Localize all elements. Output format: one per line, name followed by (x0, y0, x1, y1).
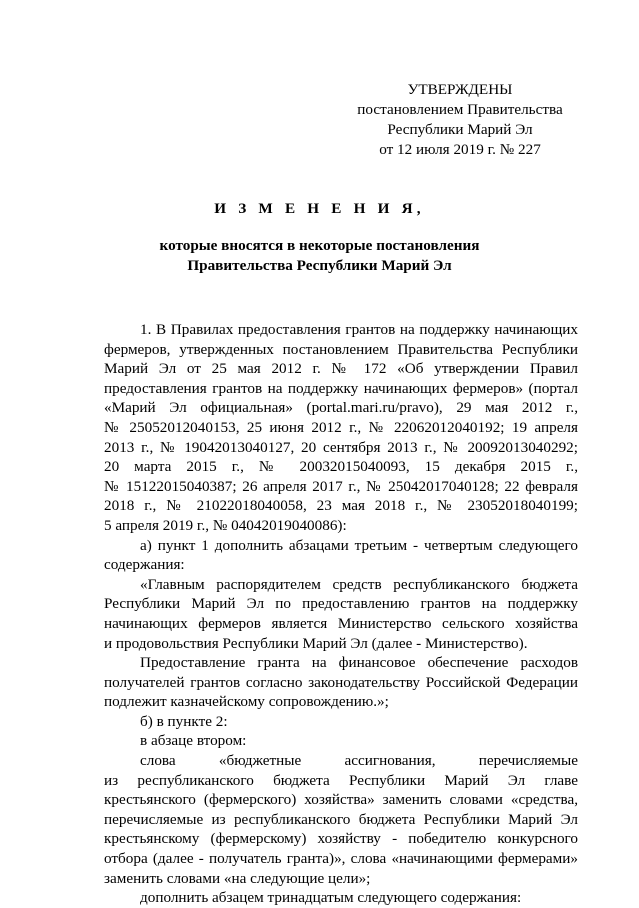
text-line: подлежит казначейскому сопровождению.»; (104, 693, 389, 711)
paragraph-1 (104, 320, 578, 536)
text-line: начинающих фермеров является Министерство сельского хозяйства (104, 614, 578, 632)
approval-line-republic: Республики Марий Эл (387, 121, 533, 138)
text-line: а) пункт 1 дополнить абзацами третьим - четвертым следующего (140, 536, 578, 554)
paragraph-4 (104, 653, 578, 712)
text-line: содержания: (104, 556, 185, 574)
approval-line-approved: УТВЕРЖДЕНЫ (407, 81, 513, 98)
approval-line-resolution: постановлением Правительства (357, 101, 563, 118)
document-body (104, 320, 578, 908)
text-line: слова «бюджетные ассигнования, перечисляемые (140, 752, 578, 770)
paragraph-6 (104, 731, 578, 751)
text-line: из республиканского бюджета Республики Марий Эл главе (104, 771, 578, 789)
paragraph-7 (104, 751, 578, 888)
text-line: «Главным распорядителем средств республиканского бюджета (140, 575, 578, 593)
text-line: фермеров, утвержденных постановлением Правительства Республики (104, 340, 578, 358)
text-line: № 25052012040153, 25 июня 2012 г., № 22062012040192; 19 апреля (104, 418, 578, 436)
approval-line-date-number: от 12 июля 2019 г. № 227 (379, 141, 541, 158)
text-line: заменить словами «на следующие цели»; (104, 869, 371, 887)
text-line: в абзаце втором: (140, 732, 247, 750)
text-line: 2018 г., № 21022018040058, 23 мая 2018 г., № 23052018040199; (104, 497, 578, 515)
paragraph-3 (104, 575, 578, 653)
text-line: 20 марта 2015 г., № 20032015040093, 15 декабря 2015 г., (104, 458, 578, 476)
text-line: крестьянскому (фермерскому) хозяйству - победителю конкурсного (104, 830, 578, 848)
text-line: 5 апреля 2019 г., № 04042019040086): (104, 516, 347, 534)
text-line: Предоставление гранта на финансовое обеспечение расходов (140, 654, 578, 672)
text-line: и продовольствия Республики Марий Эл (далее - Министерство). (104, 634, 528, 652)
paragraph-2 (104, 536, 578, 575)
subtitle-line-1: которые вносятся в некоторые постановления (159, 237, 480, 254)
paragraph-5 (104, 712, 578, 732)
document-title: И З М Е Н Е Н И Я, (214, 200, 425, 217)
text-line: «Марий Эл официальная» (portal.mari.ru/pravo), 29 мая 2012 г., (104, 399, 578, 417)
text-line: крестьянского (фермерского) хозяйства» заменить словами «средства, (104, 791, 578, 809)
approval-block (330, 80, 590, 160)
text-line: Республики Марий Эл по предоставлению грантов на поддержку (104, 595, 578, 613)
text-line: перечисляемые из республиканского бюджета Республики Марий Эл (104, 810, 578, 828)
text-line: дополнить абзацем тринадцатым следующего содержания: (140, 889, 522, 907)
document-subtitle (0, 236, 639, 276)
text-line: 2013 г., № 19042013040127, 20 сентября 2013 г., № 20092013040292; (104, 438, 578, 456)
subtitle-line-2: Правительства Республики Марий Эл (187, 257, 452, 274)
text-line: 1. В Правилах предоставления грантов на поддержку начинающих (140, 321, 578, 338)
text-line: получателей грантов согласно законодательству Российской Федерации (104, 673, 578, 691)
text-line: № 15122015040387; 26 апреля 2017 г., № 25042017040128; 22 февраля (104, 477, 578, 495)
text-line: Марий Эл от 25 мая 2012 г. № 172 «Об утверждении Правил (104, 360, 578, 378)
text-line: б) в пункте 2: (140, 712, 228, 730)
text-line: отбора (далее - получатель гранта)», слова «начинающими фермерами» (104, 850, 578, 868)
text-line: предоставления грантов на поддержку начинающих фермеров» (портал (104, 379, 578, 397)
